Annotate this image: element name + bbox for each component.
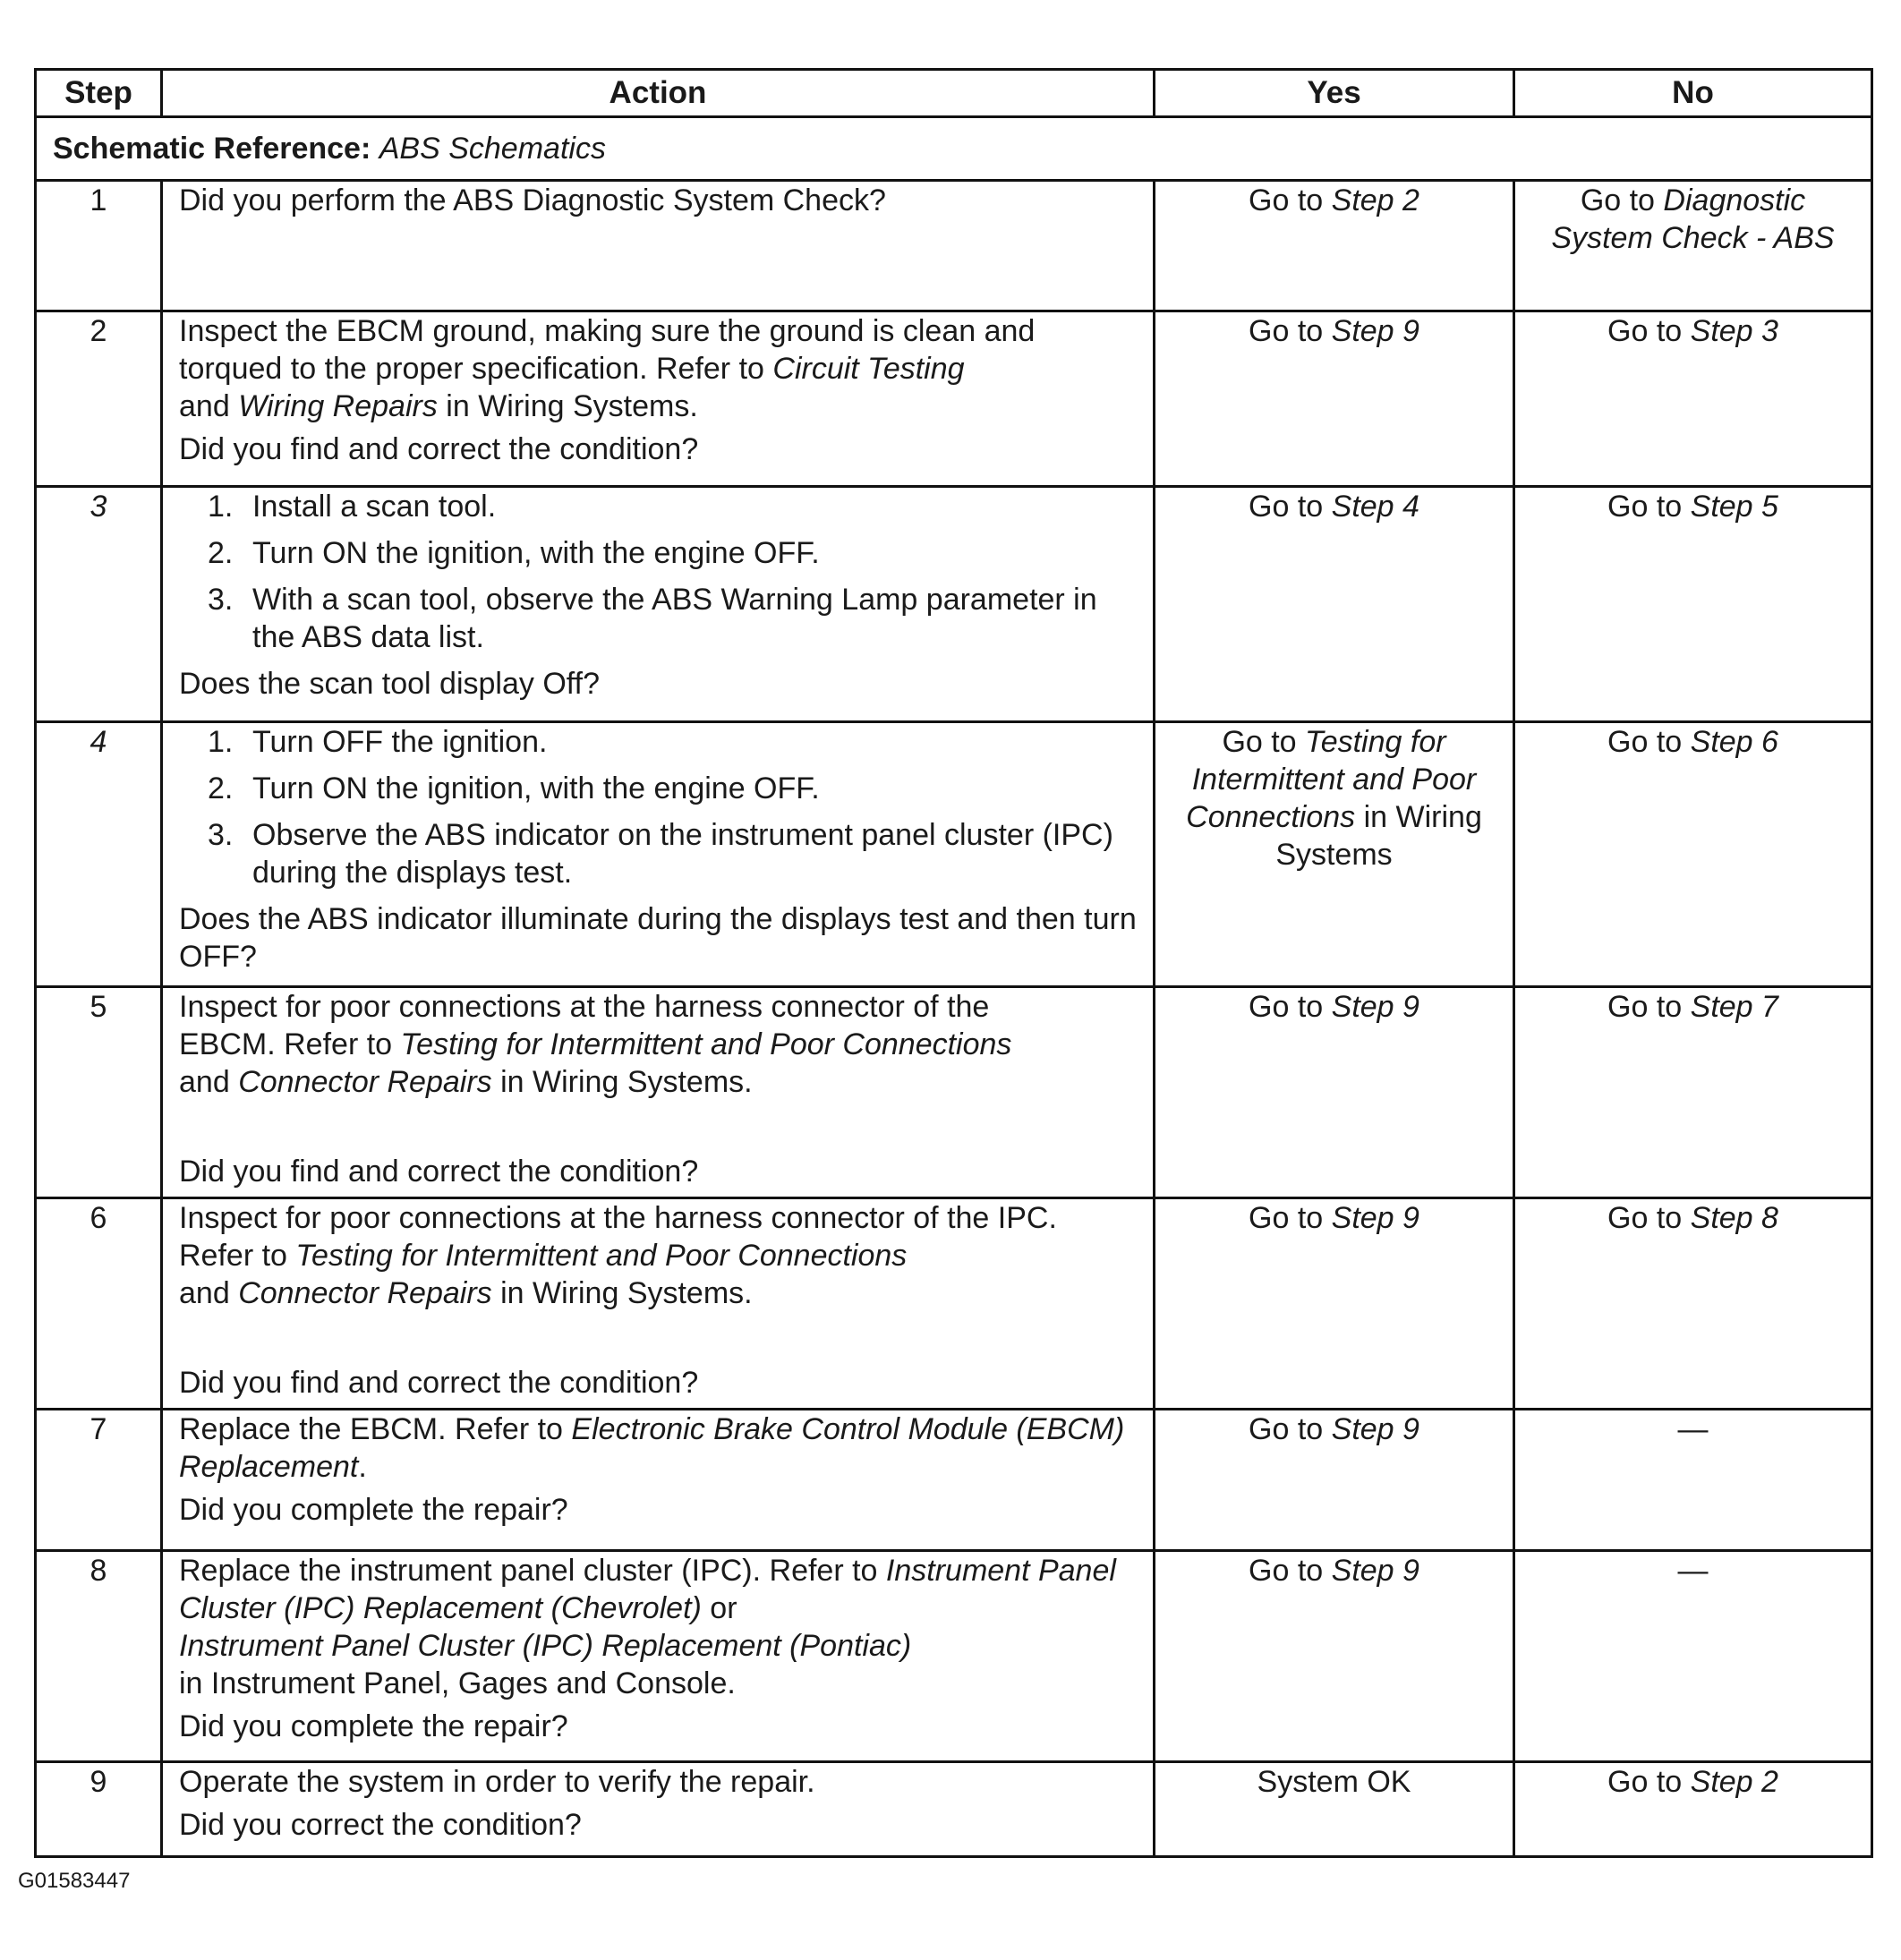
- list-text: Observe the ABS indicator on the instrument panel cluster (IPC) during the displays test.: [252, 818, 1113, 890]
- action-text: Did you perform the ABS Diagnostic System Check?: [179, 183, 886, 217]
- yes-cell: [1155, 181, 1514, 311]
- table-row: [36, 181, 1872, 311]
- yes-link: Step 9: [1331, 1201, 1419, 1235]
- step-number: 3: [36, 487, 162, 722]
- table-row: [36, 1762, 1872, 1857]
- yes-prefix: Go to: [1249, 1412, 1332, 1446]
- table-row: [36, 1410, 1872, 1551]
- action-text: EBCM. Refer to: [179, 1027, 401, 1061]
- list-number: 3.: [208, 583, 234, 617]
- action-question: Did you find and correct the condition?: [179, 432, 699, 466]
- action-reference: Testing for Intermittent and Poor Connections: [295, 1239, 908, 1273]
- no-prefix: Go to: [1607, 990, 1691, 1024]
- no-cell: [1514, 487, 1872, 722]
- schematic-label: Schematic Reference:: [53, 132, 371, 166]
- no-link: Step 6: [1690, 725, 1778, 759]
- step-number: 2: [36, 311, 162, 487]
- list-number: 3.: [208, 818, 234, 852]
- schematic-link: ABS Schematics: [379, 132, 606, 166]
- no-cell: —: [1514, 1551, 1872, 1762]
- list-number: 2.: [208, 771, 234, 805]
- yes-prefix: Go to: [1249, 314, 1332, 348]
- list-number: 2.: [208, 536, 234, 570]
- step-number: 8: [36, 1551, 162, 1762]
- yes-cell: [1155, 722, 1514, 987]
- yes-prefix: Go to: [1222, 725, 1306, 759]
- header-row: [36, 70, 1872, 117]
- list-item: [208, 816, 1137, 891]
- action-cell: [162, 181, 1155, 311]
- action-text: in Instrument Panel, Gages and Console.: [179, 1666, 736, 1700]
- action-cell: [162, 1410, 1155, 1551]
- yes-link: Step 9: [1331, 1412, 1419, 1446]
- list-item: [208, 723, 1137, 761]
- header-yes: Yes: [1155, 70, 1514, 117]
- yes-prefix: Go to: [1249, 490, 1332, 524]
- no-cell: [1514, 311, 1872, 487]
- no-prefix: Go to: [1607, 314, 1691, 348]
- action-question: Did you find and correct the condition?: [179, 1155, 699, 1189]
- step-number: 6: [36, 1198, 162, 1410]
- list-text: Install a scan tool.: [252, 490, 497, 524]
- list-item: [208, 534, 1137, 572]
- action-text: .: [358, 1450, 367, 1484]
- header-step: Step: [36, 70, 162, 117]
- header-action: Action: [162, 70, 1155, 117]
- action-cell: [162, 1198, 1155, 1410]
- action-cell: [162, 311, 1155, 487]
- yes-cell: [1155, 1410, 1514, 1551]
- action-question: Did you complete the repair?: [179, 1493, 568, 1527]
- no-link: Diagnostic System Check - ABS: [1551, 183, 1835, 255]
- action-text: in Wiring Systems.: [491, 1276, 753, 1310]
- action-reference: Instrument Panel Cluster (IPC) Replacement (Chevrolet): [179, 1554, 1116, 1625]
- no-prefix: Go to: [1580, 183, 1664, 217]
- step-number: 1: [36, 181, 162, 311]
- action-cell: [162, 487, 1155, 722]
- yes-suffix: in Wiring Systems: [1275, 800, 1482, 872]
- no-link: Step 2: [1690, 1765, 1778, 1799]
- no-link: Step 5: [1690, 490, 1778, 524]
- no-cell: [1514, 1762, 1872, 1857]
- action-question: Did you find and correct the condition?: [179, 1366, 699, 1400]
- list-text: Turn OFF the ignition.: [252, 725, 548, 759]
- list-number: 1.: [208, 490, 234, 524]
- schematic-reference: [36, 117, 1872, 181]
- yes-cell: [1155, 987, 1514, 1198]
- action-reference: Connector Repairs: [238, 1065, 492, 1099]
- action-text: Inspect for poor connections at the harness connector of the IPC.: [179, 1201, 1057, 1235]
- action-reference: Instrument Panel Cluster (IPC) Replacement (Pontiac): [179, 1629, 912, 1663]
- action-cell: [162, 722, 1155, 987]
- action-cell: [162, 987, 1155, 1198]
- action-question: Did you complete the repair?: [179, 1709, 568, 1743]
- list-text: Turn ON the ignition, with the engine OFF.: [252, 771, 820, 805]
- action-question: Did you correct the condition?: [179, 1808, 582, 1842]
- no-prefix: Go to: [1607, 1765, 1691, 1799]
- list-item: [208, 770, 1137, 807]
- action-reference: Wiring Repairs: [238, 389, 438, 423]
- yes-link: Step 2: [1331, 183, 1419, 217]
- action-reference: Connector Repairs: [238, 1276, 492, 1310]
- action-question: Does the ABS indicator illuminate during the displays test and then turn OFF?: [179, 902, 1137, 974]
- action-text: Operate the system in order to verify the repair.: [179, 1765, 815, 1799]
- table-row: [36, 1198, 1872, 1410]
- yes-cell: [1155, 1198, 1514, 1410]
- no-prefix: Go to: [1607, 1201, 1691, 1235]
- action-reference: Electronic Brake Control Module (EBCM) Replacement: [179, 1412, 1125, 1484]
- no-link: Step 8: [1690, 1201, 1778, 1235]
- table-row: [36, 311, 1872, 487]
- action-cell: [162, 1762, 1155, 1857]
- step-number: 9: [36, 1762, 162, 1857]
- yes-link: Step 9: [1331, 990, 1419, 1024]
- list-text: With a scan tool, observe the ABS Warning Lamp parameter in the ABS data list.: [252, 583, 1097, 654]
- yes-prefix: Go to: [1249, 183, 1332, 217]
- yes-link: Step 9: [1331, 1554, 1419, 1588]
- yes-cell: [1155, 487, 1514, 722]
- action-reference: Circuit Testing: [772, 352, 965, 386]
- no-cell: —: [1514, 1410, 1872, 1551]
- action-text: Replace the EBCM. Refer to: [179, 1412, 572, 1446]
- list-text: Turn ON the ignition, with the engine OFF.: [252, 536, 820, 570]
- yes-link: Step 4: [1331, 490, 1419, 524]
- yes-prefix: Go to: [1249, 1201, 1332, 1235]
- action-text: and: [179, 1276, 239, 1310]
- no-prefix: Go to: [1607, 490, 1691, 524]
- yes-cell: [1155, 1551, 1514, 1762]
- action-text: and: [179, 1065, 239, 1099]
- figure-id: G01583447: [18, 1869, 131, 1893]
- table-row: [36, 987, 1872, 1198]
- no-cell: [1514, 1198, 1872, 1410]
- action-text: Replace the instrument panel cluster (IPC). Refer to: [179, 1554, 886, 1588]
- action-text: torqued to the proper specification. Refer to: [179, 352, 773, 386]
- action-list: [179, 488, 1137, 656]
- table-row: [36, 487, 1872, 722]
- no-prefix: Go to: [1607, 725, 1691, 759]
- action-cell: [162, 1551, 1155, 1762]
- action-text: in Wiring Systems.: [437, 389, 698, 423]
- action-text: Inspect for poor connections at the harness connector of the: [179, 990, 990, 1024]
- step-number: 5: [36, 987, 162, 1198]
- list-item: [208, 581, 1137, 656]
- no-cell: [1514, 181, 1872, 311]
- yes-prefix: Go to: [1249, 1554, 1332, 1588]
- action-text: or: [701, 1591, 737, 1625]
- step-number: 4: [36, 722, 162, 987]
- no-link: Step 7: [1690, 990, 1778, 1024]
- action-question: Does the scan tool display Off?: [179, 667, 600, 701]
- no-cell: [1514, 987, 1872, 1198]
- list-number: 1.: [208, 725, 234, 759]
- yes-cell: [1155, 311, 1514, 487]
- no-link: Step 3: [1690, 314, 1778, 348]
- yes-link: Step 9: [1331, 314, 1419, 348]
- action-text: Refer to: [179, 1239, 296, 1273]
- action-text: and: [179, 389, 239, 423]
- yes-link: Testing for Intermittent and Poor Connections: [1186, 725, 1477, 834]
- yes-cell: System OK: [1155, 1762, 1514, 1857]
- action-list: [179, 723, 1137, 891]
- table-row: [36, 722, 1872, 987]
- yes-prefix: Go to: [1249, 990, 1332, 1024]
- table-row: [36, 1551, 1872, 1762]
- no-cell: [1514, 722, 1872, 987]
- action-reference: Testing for Intermittent and Poor Connections: [400, 1027, 1012, 1061]
- action-text: in Wiring Systems.: [491, 1065, 753, 1099]
- diagnostic-table: [34, 68, 1873, 1858]
- list-item: [208, 488, 1137, 525]
- action-text: Inspect the EBCM ground, making sure the ground is clean and: [179, 314, 1036, 348]
- schematic-row: [36, 117, 1872, 181]
- step-number: 7: [36, 1410, 162, 1551]
- header-no: No: [1514, 70, 1872, 117]
